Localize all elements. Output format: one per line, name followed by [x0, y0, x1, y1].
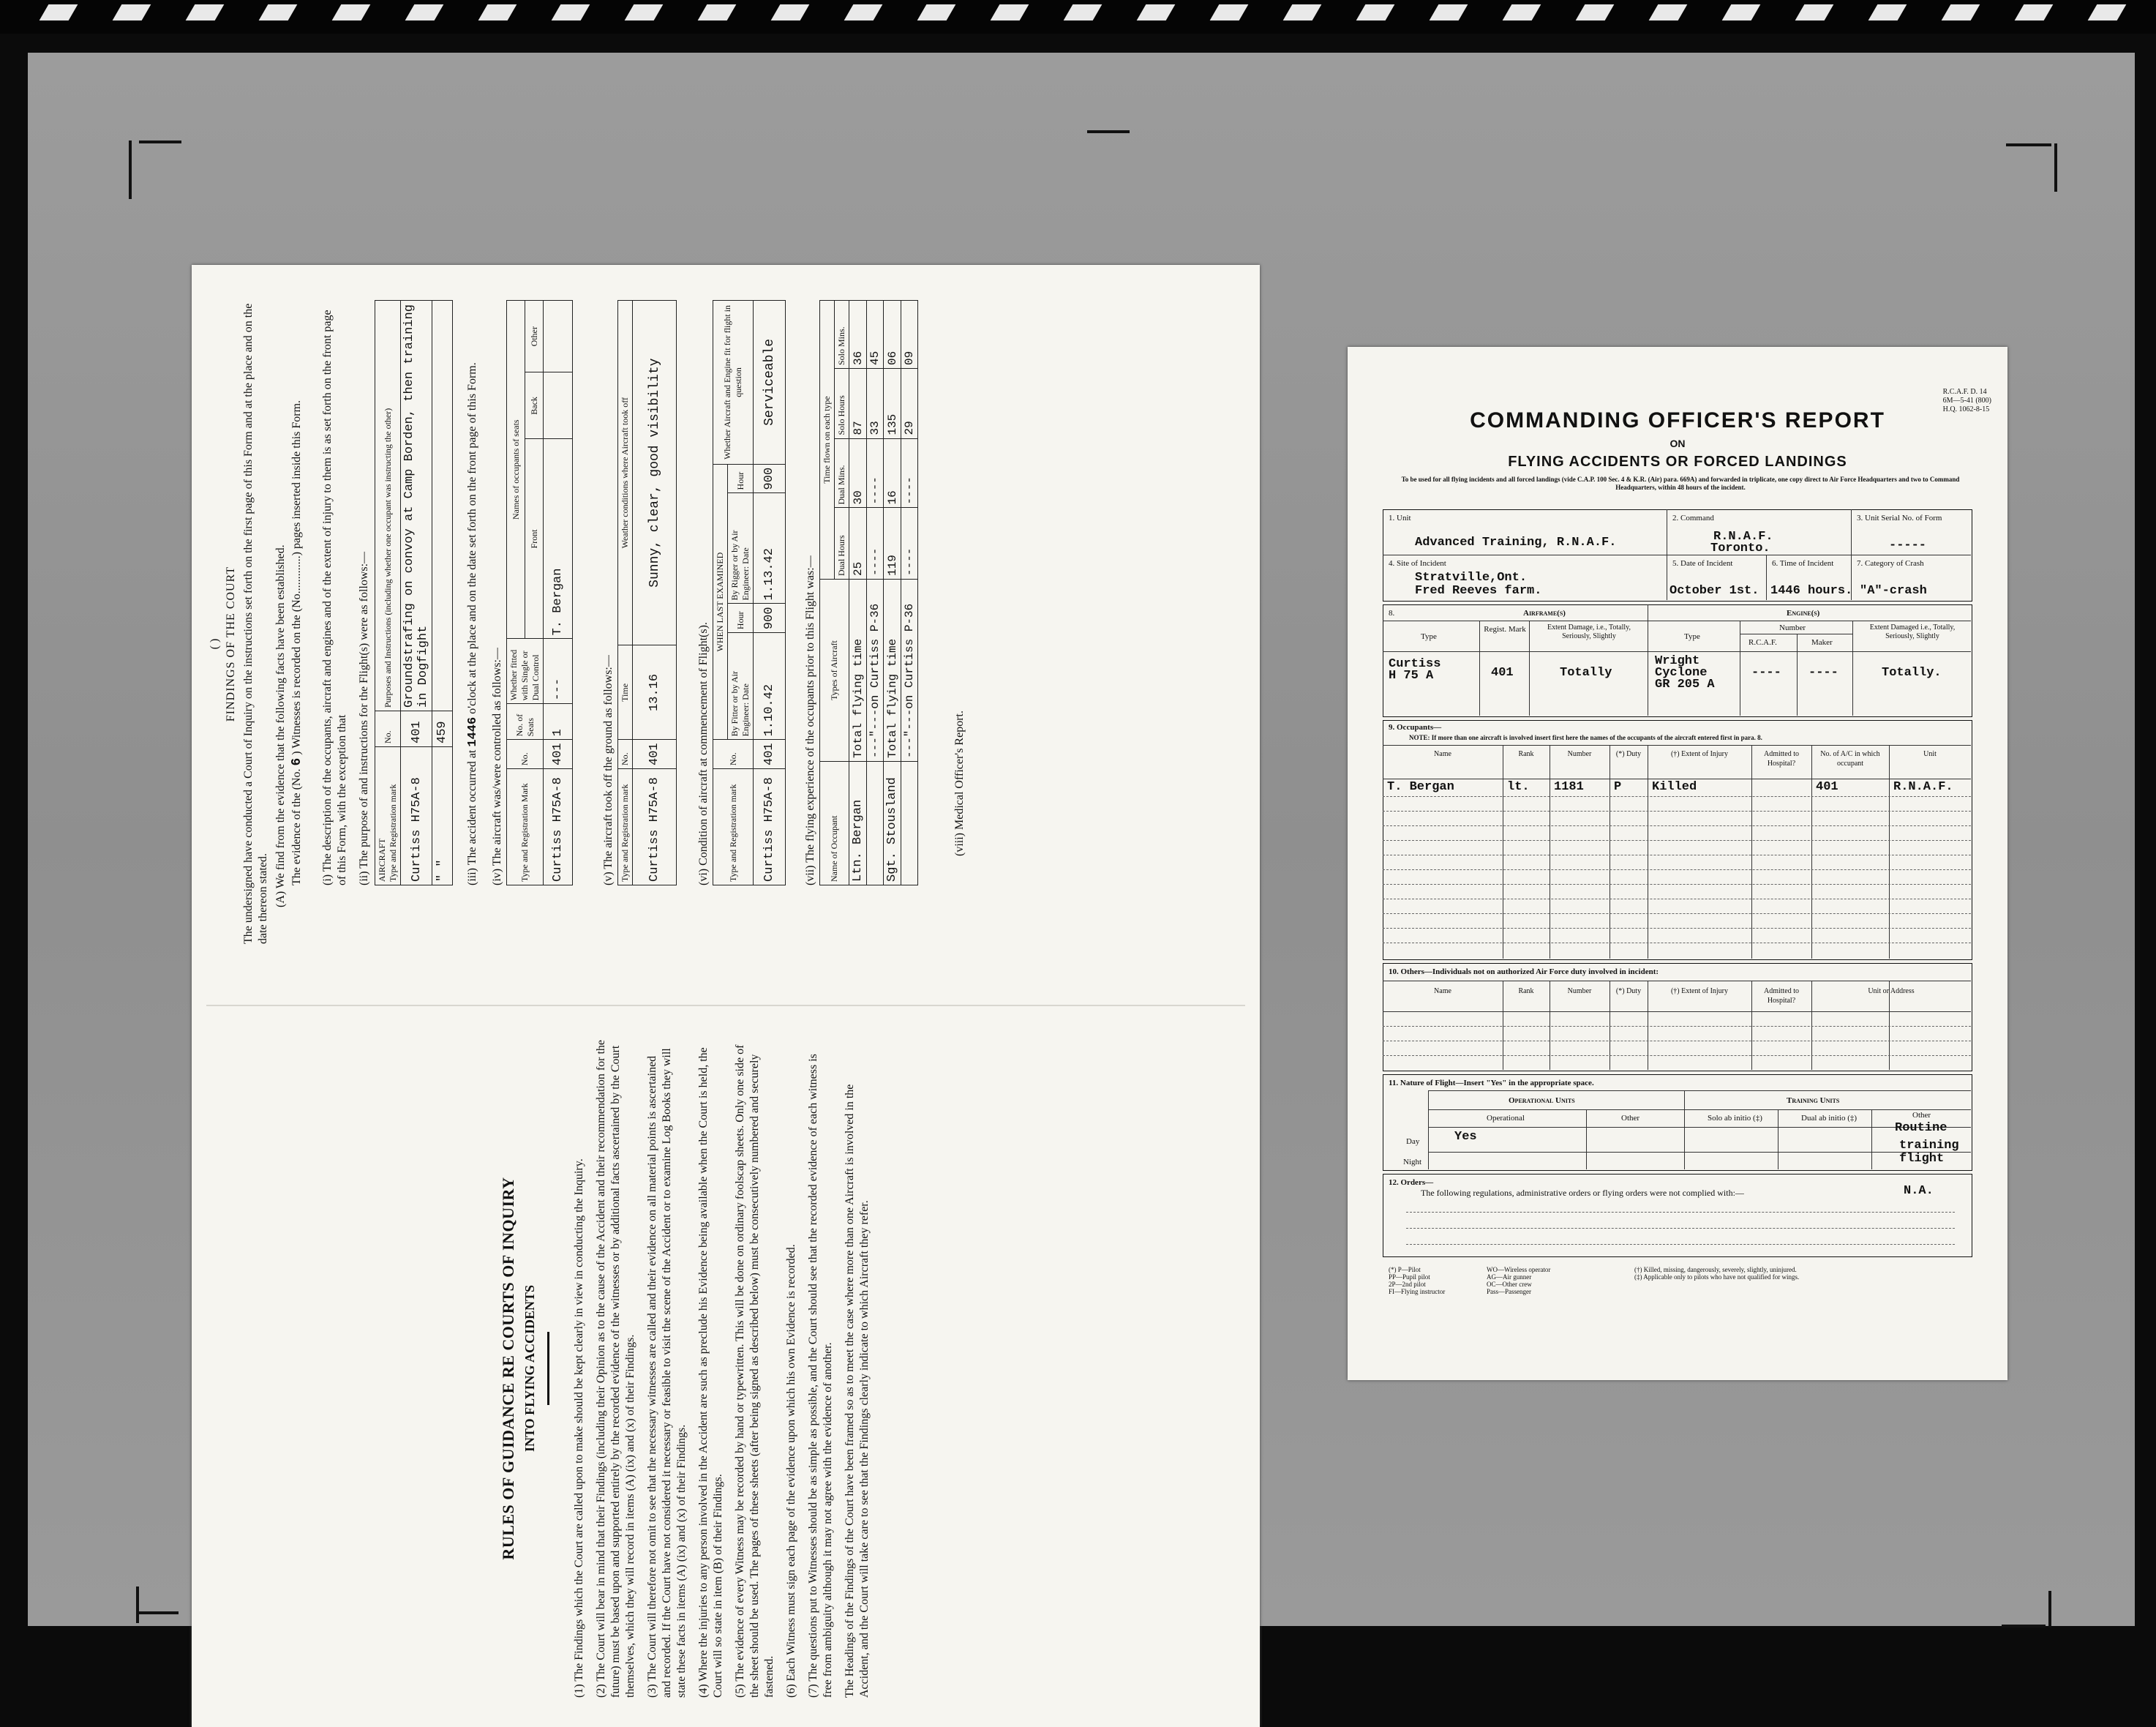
- condition-table: Type and Registration mark No. WHEN LAST EXAMINED Whether Aircraft and Engine fit for flight in question By Fitter or by Air Engineer: Date Hour By Rigger or by Air Engineer: Date Hour Curtiss H75A-8 401 1.10.42 900 1.13.42 900 Serviceable: [713, 300, 786, 885]
- control-row-back: [544, 372, 573, 439]
- field-5-label: 5. Date of Incident: [1672, 559, 1733, 568]
- airframe-type-1: Curtiss: [1389, 657, 1441, 671]
- occupant-duty: P: [1614, 780, 1622, 794]
- field-1-label: 1. Unit: [1389, 514, 1411, 522]
- field-3-value: -----: [1889, 539, 1927, 552]
- occupant-col-header: Name: [1434, 750, 1451, 758]
- cond-row-hour1: 900: [754, 604, 786, 633]
- rules-paragraph: The Headings of the Findings of the Court have been framed so as to meet the case where more than one Aircraft is involved in the Accident, and the Court will take care to see that the Findings clearly indicate to which Aircraft they refer.: [844, 1084, 871, 1698]
- witnesses-count: 6: [290, 757, 304, 766]
- exp-row3-name: Sgt. Stousland: [884, 762, 901, 885]
- section-9-label: 9. Occupants—: [1389, 723, 1442, 732]
- purpose-col-no: No.: [375, 711, 401, 747]
- engine-heading: Engine(s): [1787, 609, 1820, 618]
- occupant-col-header: Number: [1567, 750, 1592, 758]
- engine-maker: ----: [1808, 666, 1838, 680]
- training-other-line-2: training: [1899, 1139, 1959, 1153]
- day-label: Day: [1406, 1137, 1420, 1146]
- exp-row1-name: Ltn. Bergan: [849, 762, 867, 885]
- section-8-label: 8.: [1389, 609, 1395, 618]
- airframe-col-type: Type: [1421, 632, 1437, 641]
- co-report-form: [1348, 347, 2007, 1380]
- engine-col-rcaf: R.C.A.F.: [1749, 638, 1777, 647]
- experience-table: Name of Occupant Types of Aircraft Time flown on each type Dual Hours Dual Mins. Solo Hours Solo Mins. Ltn. Bergan Total flying time 25 30 87 36 ---"---on Curtiss P-36 ---- ---- 33 45 Sgt. Stousland Total flying time 119 16 135 06 ---"---on Curtiss P-36 ---- ---- 29 09: [819, 300, 918, 885]
- engine-rcaf: ----: [1751, 666, 1781, 680]
- cond-row-no: 401: [754, 740, 786, 769]
- section-9-note: NOTE: If more than one aircraft is involved insert first here the names of the occupants of the aircraft entered first in para. 8.: [1409, 734, 1762, 741]
- occupant-injury: Killed: [1652, 780, 1697, 794]
- rules-paragraph: (7) The questions put to Witnesses should be as simple as possible, and the Court should see that the recorded evidence of each witness is free from ambiguity although it may not agree with the evidence of another.: [807, 1054, 834, 1698]
- field-2-value-2: Toronto.: [1710, 542, 1770, 555]
- rules-of-guidance: [192, 1010, 1260, 1727]
- form-code: R.C.A.F. D. 14 6M—5-41 (800) H.Q. 1062-8-15: [1942, 388, 1991, 413]
- section-12-label: 12. Orders—: [1389, 1178, 1434, 1187]
- nf-col-other: Other: [1621, 1114, 1640, 1123]
- registration-tick: [139, 1611, 179, 1614]
- legend-crew: WO—Wireless operator AG—Air gunner OC—Other crew Pass—Passenger: [1487, 1266, 1551, 1295]
- airframe-mark: 401: [1491, 666, 1514, 680]
- findings-item-vi: (vi) Condition of aircraft at commencement of Flight(s).: [697, 622, 710, 885]
- cond-row-date1: 1.10.42: [754, 633, 786, 740]
- training-other-line-3: flight: [1899, 1152, 1945, 1166]
- occupant-col-header: Rank: [1518, 750, 1534, 758]
- nf-col-dual: Dual ab initio (‡): [1801, 1114, 1858, 1123]
- purpose-row2-no: 459: [432, 711, 453, 747]
- findings-item-i: (i) The description of the occupants, aircraft and engines and of the extent of injury to them is as set forth on the front page of this Form, with the exception that: [321, 310, 348, 885]
- cond-row-type: Curtiss H75A-8: [754, 769, 786, 885]
- engine-type-3: GR 205 A: [1655, 678, 1715, 692]
- rules-paragraph: (3) The Court will therefore not omit to see that the necessary witnesses are called and their evidence on all material points is ascertained and recorded. If the Court have not considered it necessary or feasible to visit the scene of the Accident or to examine Log Books they will state these facts in items (A) (ix) and (x) of their Findings.: [646, 1048, 688, 1698]
- occupant-col-header: (*) Duty: [1615, 750, 1642, 758]
- section-10-label: 10. Others—Individuals not on authorized Air Force duty involved in incident:: [1389, 967, 1659, 976]
- section-11-box: [1383, 1074, 1972, 1171]
- rules-list: [572, 1039, 879, 1698]
- field-4-value-2: Fred Reeves farm.: [1415, 584, 1542, 598]
- control-row-type: Curtiss H75A-8: [544, 769, 573, 885]
- findings-item-viii: (viii) Medical Officer's Report.: [953, 711, 966, 856]
- purpose-col-purpose: Purposes and Instructions (including whether one occupant was instructing the other): [375, 301, 401, 711]
- form-on: ON: [1669, 438, 1686, 449]
- film-strip-top: [0, 0, 2156, 34]
- witnesses-post: ) Witnesses is recorded on the (No.............) pages inserted inside this Form.: [290, 400, 303, 755]
- findings-of-court: [192, 265, 1260, 995]
- registration-tick: [2006, 143, 2051, 146]
- field-4-label: 4. Site of Incident: [1389, 559, 1446, 568]
- field-3-label: 3. Unit Serial No. of Form: [1857, 514, 1942, 522]
- form-subtitle: FLYING ACCIDENTS OR FORCED LANDINGS: [1508, 454, 1847, 470]
- exp-row1-type: Total flying time: [849, 580, 867, 762]
- field-5-value: October 1st.: [1669, 584, 1759, 598]
- form-instructions: To be used for all flying incidents and all forced landings (vide C.A.P. 100 Sec. 4 & K.R. (Air) para. 669A) and forwarded in triplicate, one copy direct to Air Force Headquarters and two to Command Headquarters, within 48 hours of the incident.: [1401, 476, 1960, 491]
- registration-tick: [2054, 143, 2057, 192]
- control-table: Type and Registration Mark No. No. of Seats Whether fitted with Single or Dual Control Names of occupants of seats Front Back Other Curtiss H75A-8 401 1 --- T. Bergan: [506, 300, 573, 885]
- findings-item-vii: (vii) The flying experience of the occupants prior to this Flight was:—: [804, 555, 816, 885]
- occupant-ac: 401: [1816, 780, 1838, 794]
- airframe-col-damage: Extent Damage, i.e., Totally, Seriously, Slightly: [1547, 623, 1631, 640]
- takeoff-table: Type and Registration mark No. Time Weather conditions where Aircraft took off Curtiss H75A-8 401 13.16 Sunny, clear, good visibility: [617, 300, 677, 885]
- purpose-row1-no: 401: [401, 711, 432, 747]
- registration-tick: [129, 141, 132, 199]
- operational-units-heading: Operational Units: [1509, 1096, 1575, 1105]
- findings-item-iv: (iv) The aircraft was/were controlled as follows:—: [491, 648, 503, 885]
- occupant-col-header: (†) Extent of Injury: [1670, 750, 1729, 758]
- registration-tick: [2048, 1591, 2051, 1627]
- occupant-name: T. Bergan: [1387, 780, 1454, 794]
- cond-row-date2: 1.13.42: [754, 493, 786, 604]
- field-1-value: Advanced Training, R.N.A.F.: [1415, 536, 1617, 550]
- nf-col-training-other: Other: [1912, 1111, 1931, 1120]
- witnesses-pre: The evidence of the (No.: [290, 768, 303, 885]
- purpose-table: [375, 300, 453, 885]
- findings-para-a: (A) We find from the evidence that the following facts have been established.: [274, 544, 287, 907]
- control-row-front: T. Bergan: [544, 439, 573, 639]
- findings-intro: The undersigned have conducted a Court of Inquiry on the instructions set forth on the first page of this Form and at the place and on the date thereon stated.: [242, 303, 269, 944]
- page-marker: ( ): [209, 638, 221, 650]
- findings-item-v: (v) The aircraft took off the ground as follows:—: [602, 655, 615, 885]
- purpose-col-type: AIRCRAFT Type and Registration mark: [375, 747, 401, 885]
- witnesses-line: [290, 300, 304, 885]
- airframe-col-mark: Regist. Mark: [1484, 625, 1526, 634]
- training-other-line-1: Routine: [1895, 1121, 1947, 1135]
- takeoff-row-weather: Sunny, clear, good visibility: [633, 301, 677, 645]
- rules-title-2: INTO FLYING ACCIDENTS: [522, 1284, 537, 1453]
- occupant-unit: R.N.A.F.: [1893, 780, 1953, 794]
- occupant-col-header: Unit: [1923, 750, 1937, 758]
- findings-item-ii: (ii) The purpose of and instructions for the Flight(s) were as follows:—: [358, 551, 370, 885]
- registration-tick: [136, 1586, 139, 1623]
- others-col-header: Rank: [1518, 987, 1534, 995]
- nf-col-operational: Operational: [1487, 1114, 1525, 1123]
- accident-time: 1446: [466, 716, 480, 747]
- findings-item-iii: (iii) The accident occurred at 1446 o'clock at the place and on the date set forth on the front page of this Form.: [466, 362, 480, 885]
- training-units-heading: Training Units: [1787, 1096, 1840, 1105]
- occupant-col-header: No. of A/C in which occupant: [1820, 750, 1880, 768]
- airframe-heading: Airframe(s): [1523, 609, 1566, 618]
- others-col-header: Admitted to Hospital?: [1763, 987, 1800, 1005]
- cond-row-fit: Serviceable: [754, 301, 786, 465]
- field-7-value: "A"-crash: [1860, 584, 1927, 598]
- field-7-label: 7. Category of Crash: [1857, 559, 1924, 568]
- rules-title-1: RULES OF GUIDANCE RE COURTS OF INQUIRY: [499, 1177, 517, 1560]
- field-6-label: 6. Time of Incident: [1772, 559, 1834, 568]
- form-title: COMMANDING OFFICER'S REPORT: [1470, 408, 1885, 432]
- control-row-other: [544, 301, 573, 372]
- occupant-rank: lt.: [1507, 780, 1530, 794]
- rules-paragraph: (1) The Findings which the Court are called upon to make should be kept clearly in view in conducting the Inquiry.: [573, 1158, 585, 1698]
- takeoff-row-type: Curtiss H75A-8: [633, 769, 677, 885]
- airframe-damage: Totally: [1560, 666, 1612, 680]
- rules-paragraph: (4) Where the injuries to any person involved in the Accident are such as preclude his Evidence being available when the Court is held, the Court will so state in item (B) of their Findings.: [697, 1047, 724, 1698]
- engine-damage: Totally.: [1882, 666, 1942, 680]
- engine-col-maker: Maker: [1811, 638, 1833, 647]
- engine-type-2: Cyclone: [1655, 666, 1708, 680]
- others-col-header: Number: [1567, 987, 1592, 995]
- purpose-row2-type: " ": [432, 747, 453, 885]
- night-label: Night: [1403, 1158, 1422, 1166]
- control-row-seats: 1: [544, 704, 573, 740]
- engine-col-number: Number: [1779, 623, 1806, 632]
- engine-type-1: Wright: [1655, 654, 1700, 668]
- others-col-header: (†) Extent of Injury: [1670, 987, 1729, 995]
- field-6-value: 1446 hours.: [1770, 584, 1853, 598]
- others-col-header: Unit or Address: [1868, 987, 1915, 995]
- rules-paragraph: (5) The evidence of every Witness may be recorded by hand or typewritten. This will be done on ordinary foolscap sheets. Only one side of the sheet should be used. The pages of these sheets (after being signed as described below) must be consecutively numbered and securely fastened.: [734, 1044, 775, 1698]
- registration-tick: [2002, 1625, 2046, 1627]
- takeoff-row-time: 13.16: [633, 645, 677, 740]
- control-row-control: ---: [544, 639, 573, 704]
- engine-col-type: Type: [1684, 632, 1700, 641]
- engine-col-damage: Extent Damaged i.e., Totally, Seriously, Slightly: [1869, 623, 1956, 640]
- purpose-row2-purpose: [432, 301, 453, 711]
- nf-col-solo: Solo ab initio (‡): [1708, 1114, 1762, 1123]
- rules-paragraph: (6) Each Witness must sign each page of the evidence upon which his own Evidence is recorded.: [785, 1244, 797, 1698]
- findings-heading: FINDINGS OF THE COURT: [225, 566, 237, 722]
- occupant-col-header: Admitted to Hospital?: [1763, 750, 1800, 768]
- section-12-text: The following regulations, administrative orders or flying orders were not complied with:—: [1421, 1188, 1744, 1198]
- field-4-value-1: Stratville,Ont.: [1415, 571, 1528, 585]
- sheet-fold: [206, 1005, 1245, 1006]
- cond-row-hour2: 900: [754, 464, 786, 493]
- registration-tick: [139, 141, 181, 143]
- others-col-header: Name: [1434, 987, 1451, 995]
- others-col-header: (*) Duty: [1615, 987, 1642, 995]
- legend-duty: (*) P—Pilot PP—Pupil pilot 2P—2nd pilot FI—Flying instructor: [1389, 1266, 1446, 1295]
- registration-tick: [1087, 130, 1130, 133]
- occupant-number: 1181: [1554, 780, 1584, 794]
- takeoff-row-no: 401: [633, 740, 677, 769]
- rules-paragraph: (2) The Court will bear in mind that their Findings (including their Opinion as to the cause of the Accident and their recommendation for the future) must be based upon and supported entirely by the recorded evidence of the witnesses or by additional facts ascertained by the Court themselves, which they will record in items (A) (ix) and (x) of their Findings.: [595, 1039, 636, 1698]
- legend-injury: (†) Killed, missing, dangerously, severely, slightly, uninjured. (‡) Applicable only to pilots who have not qualified for wings.: [1634, 1266, 1800, 1281]
- findings-sheet: [192, 265, 1260, 1727]
- airframe-type-2: H 75 A: [1389, 669, 1434, 683]
- control-row-no: 401: [544, 740, 573, 769]
- purpose-row1-type: Curtiss H75A-8: [401, 747, 432, 885]
- rules-title-rule: [547, 1332, 549, 1405]
- field-2-label: 2. Command: [1672, 514, 1714, 522]
- field-2-value-1: R.N.A.F.: [1713, 530, 1773, 544]
- section-12-value: N.A.: [1904, 1184, 1934, 1198]
- day-yes: Yes: [1454, 1130, 1477, 1144]
- purpose-row1-purpose: Groundstrafing on convoy at Camp Borden, then training in Dogfight: [401, 301, 432, 711]
- section-11-label: 11. Nature of Flight—Insert "Yes" in the appropriate space.: [1389, 1079, 1594, 1087]
